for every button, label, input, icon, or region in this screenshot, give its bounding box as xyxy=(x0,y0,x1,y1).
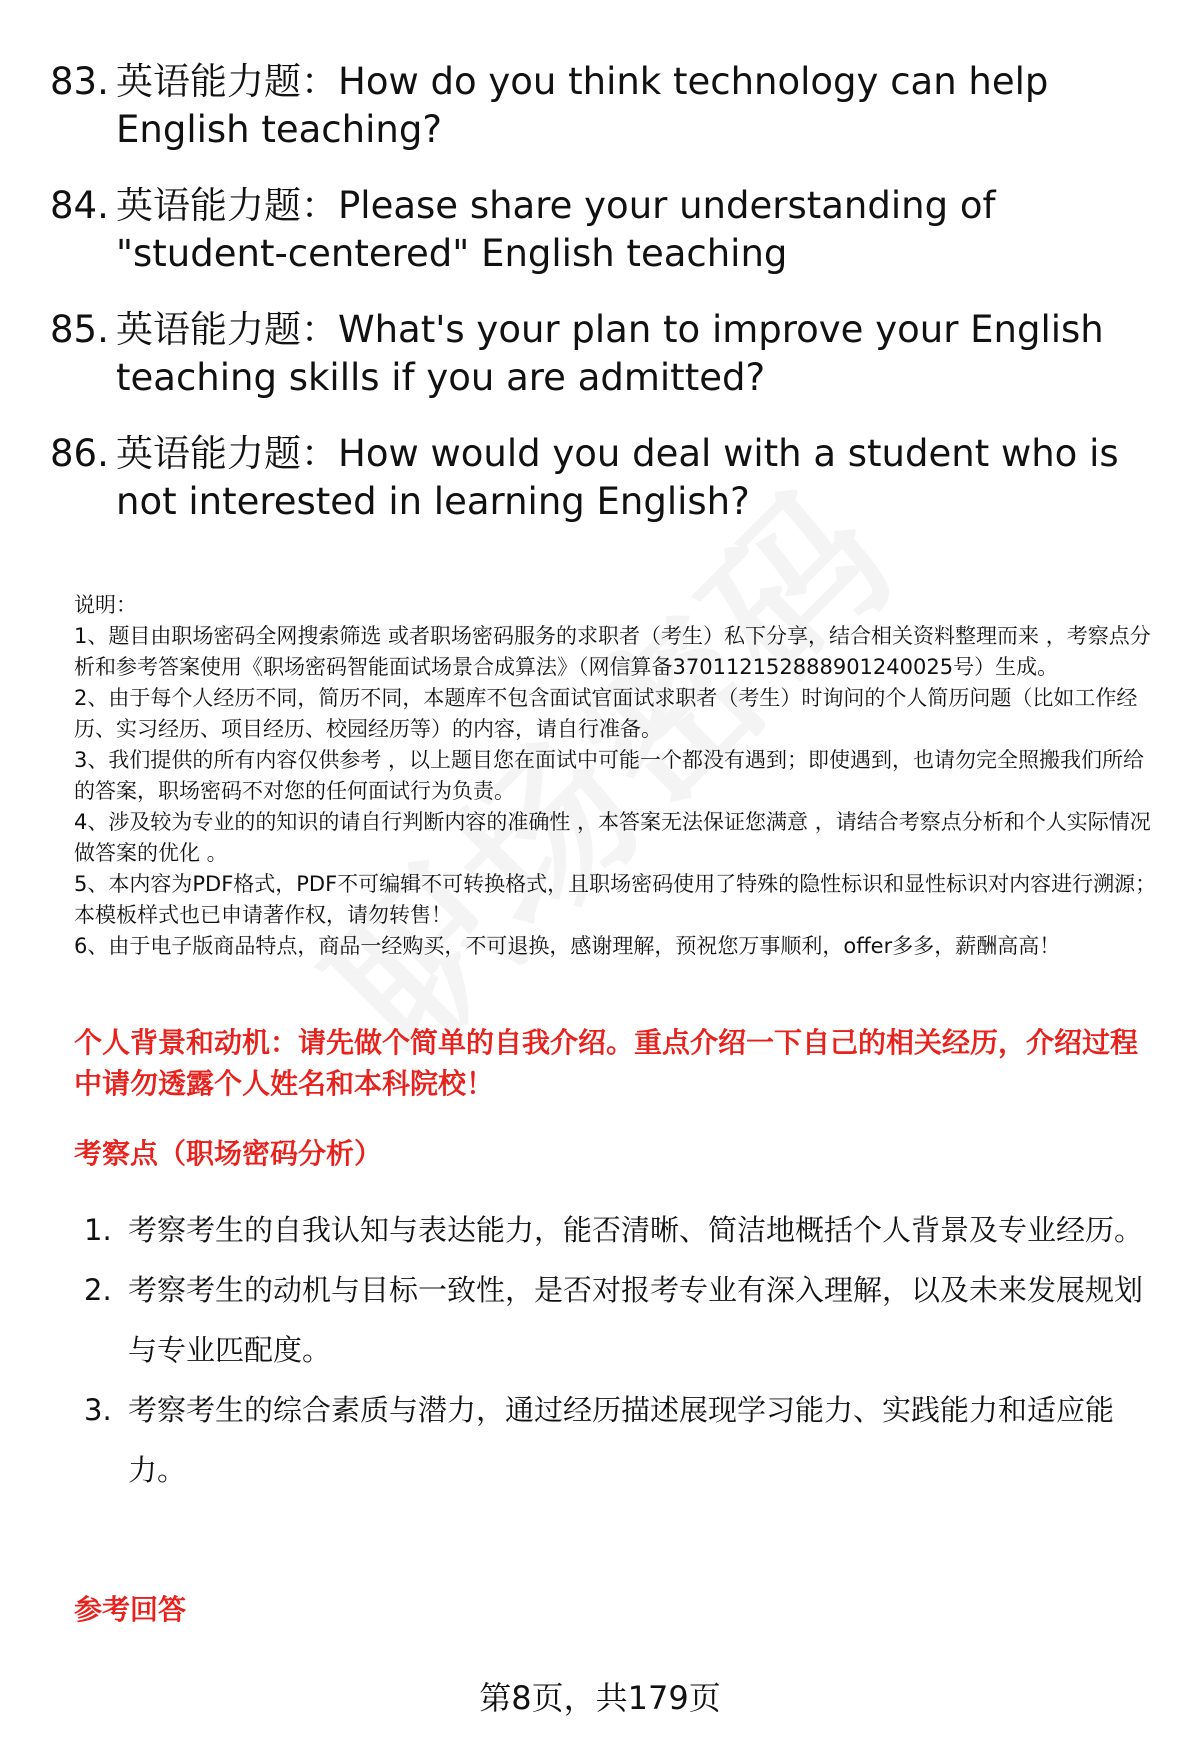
point-text: 考察考生的动机与目标一致性，是否对报考专业有深入理解，以及未来发展规划与专业匹配度。 xyxy=(128,1273,1144,1367)
analysis-point xyxy=(84,1380,1154,1500)
question-number: 85. xyxy=(50,308,109,351)
question-text: 英语能力题：What's your plan to improve your English teaching skills if you are admitted? xyxy=(116,308,1104,399)
analysis-point xyxy=(84,1260,1154,1380)
note-item: 4、涉及较为专业的的知识的请自行判断内容的准确性 ，本答案无法保证您满意 ，请结合考察点分析和个人实际情况做答案的优化 。 xyxy=(74,810,1151,865)
answer-heading: 参考回答 xyxy=(74,1593,187,1626)
analysis-points-list xyxy=(84,1200,1154,1500)
question-text: 英语能力题：Please share your understanding of "student-centered" English teaching xyxy=(116,184,996,275)
note-item: 5、本内容为PDF格式，PDF不可编辑不可转换格式，且职场密码使用了特殊的隐性标识和显性标识对内容进行溯源；本模板样式也已申请著作权，请勿转售！ xyxy=(74,872,1157,927)
page-footer: 第8页，共179页 xyxy=(479,1679,721,1717)
question-item xyxy=(50,182,1160,278)
note-item: 3、我们提供的所有内容仅供参考 ，以上题目您在面试中可能一个都没有遇到；即使遇到，也请勿完全照搬我们所给的答案，职场密码不对您的任何面试行为负责。 xyxy=(74,748,1145,803)
notes-title: 说明： xyxy=(74,593,137,617)
question-number: 86. xyxy=(50,432,109,475)
question-item xyxy=(50,58,1160,154)
question-number: 83. xyxy=(50,60,109,103)
question-text: 英语能力题：How do you think technology can help English teaching? xyxy=(116,60,1049,151)
point-number: 3. xyxy=(84,1393,112,1427)
point-number: 2. xyxy=(84,1273,112,1307)
point-text: 考察考生的自我认知与表达能力，能否清晰、简洁地概括个人背景及专业经历。 xyxy=(128,1213,1144,1247)
background-question-heading: 个人背景和动机：请先做个简单的自我介绍。重点介绍一下自己的相关经历，介绍过程中请勿透露个人姓名和本科院校！ xyxy=(74,1026,1139,1100)
question-number: 84. xyxy=(50,184,109,227)
question-item xyxy=(50,430,1160,526)
point-text: 考察考生的综合素质与潜力，通过经历描述展现学习能力、实践能力和适应能力。 xyxy=(128,1393,1115,1487)
notes-block xyxy=(74,590,1164,962)
note-item: 6、由于电子版商品特点，商品一经购买，不可退换，感谢理解，预祝您万事顺利，offer多多，薪酬高高！ xyxy=(74,934,1061,958)
analysis-point xyxy=(84,1200,1154,1260)
note-item: 1、题目由职场密码全网搜索筛选 或者职场密码服务的求职者（考生）私下分享，结合相关资料整理而来 ，考察点分析和参考答案使用《职场密码智能面试场景合成算法》（网信算备370112152888901240025号）生成。 xyxy=(74,624,1151,679)
note-item: 2、由于每个人经历不同，简历不同，本题库不包含面试官面试求职者（考生）时询问的个人简历问题（比如工作经历、实习经历、项目经历、校园经历等）的内容，请自行准备。 xyxy=(74,686,1138,741)
question-list xyxy=(50,58,1160,554)
point-number: 1. xyxy=(84,1213,112,1247)
question-item xyxy=(50,306,1160,402)
analysis-heading: 考察点（职场密码分析） xyxy=(74,1137,383,1170)
question-text: 英语能力题：How would you deal with a student who is not interested in learning English? xyxy=(116,432,1119,523)
